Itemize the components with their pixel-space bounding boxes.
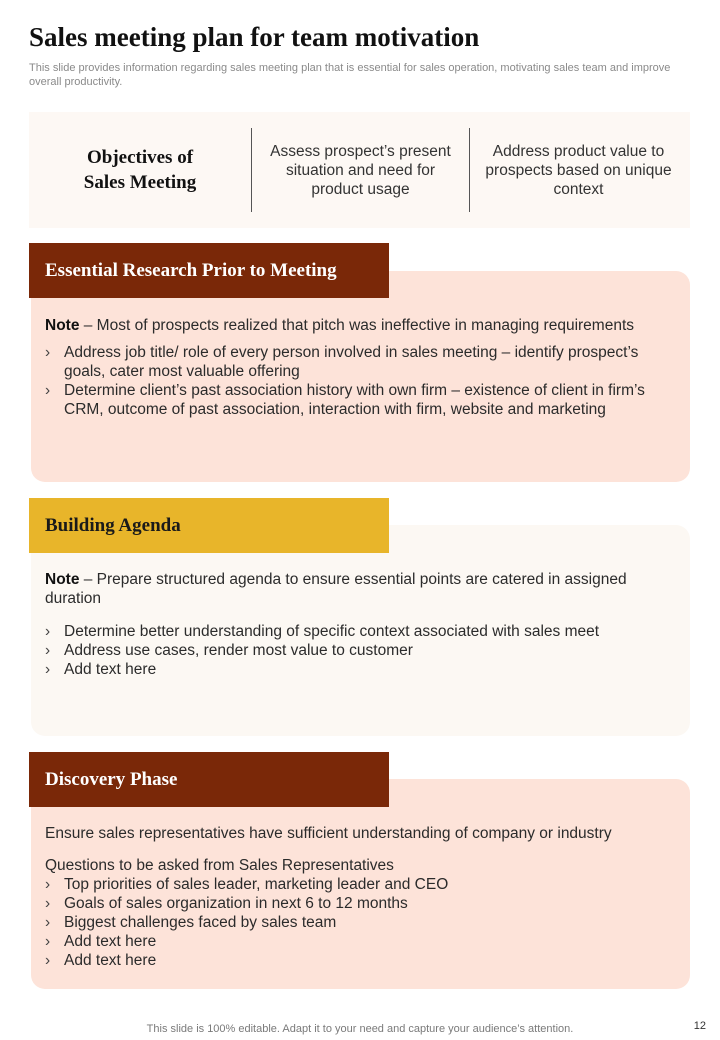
list-item <box>45 343 672 381</box>
chevron-right-icon: › <box>45 642 51 659</box>
list-item <box>45 641 672 660</box>
section-header-label: Building Agenda <box>45 514 181 536</box>
list-item-text: Add text here <box>64 661 157 678</box>
list-item-text: Determine client’s past association history with own firm – existence of client in firm’s CRM, outcome of past association, interaction with firm, website and marketing <box>64 382 645 418</box>
chevron-right-icon: › <box>45 933 51 950</box>
list-item <box>45 381 672 419</box>
note-label: Note <box>45 571 80 588</box>
list-item <box>45 894 672 913</box>
chevron-right-icon: › <box>45 382 51 399</box>
list-item <box>45 932 672 951</box>
note-text: – Prepare structured agenda to ensure essential points are catered in assigned duration <box>45 571 627 607</box>
list-item-text: Top priorities of sales leader, marketing leader and CEO <box>64 876 449 893</box>
chevron-right-icon: › <box>45 914 51 931</box>
section-header-research <box>29 243 389 298</box>
objectives-heading <box>29 145 251 195</box>
list-item <box>45 913 672 932</box>
list-item-text: Add text here <box>64 933 157 950</box>
section-note <box>45 570 672 608</box>
page-number: 12 <box>693 1020 706 1032</box>
objective-item: Address product value to prospects based on unique context <box>485 142 672 198</box>
chevron-right-icon: › <box>45 895 51 912</box>
list-item <box>45 951 672 970</box>
section-panel-agenda <box>31 525 690 736</box>
page-subtitle: This slide provides information regarding sales meeting plan that is essential for sales operation, motivating sales team and improve overall productivity. <box>29 62 671 88</box>
section-note <box>45 316 672 335</box>
section-header-discovery <box>29 752 389 807</box>
list-item-text: Address job title/ role of every person involved in sales meeting – identify prospect’s goals, cater most valuable offering <box>64 344 639 380</box>
section-header-label: Essential Research Prior to Meeting <box>45 259 337 281</box>
objective-item: Assess prospect’s present situation and need for product usage <box>270 142 451 198</box>
chevron-right-icon: › <box>45 344 51 361</box>
list-item <box>45 622 672 641</box>
chevron-right-icon: › <box>45 876 51 893</box>
list-item-text: Add text here <box>64 952 157 969</box>
section-header-agenda <box>29 498 389 553</box>
bullet-list <box>45 875 672 970</box>
list-item <box>45 875 672 894</box>
list-item-text: Biggest challenges faced by sales team <box>64 914 337 931</box>
section-panel-discovery <box>31 779 690 989</box>
chevron-right-icon: › <box>45 623 51 640</box>
list-item-text: Goals of sales organization in next 6 to 12 months <box>64 895 408 912</box>
chevron-right-icon: › <box>45 661 51 678</box>
list-item-text: Determine better understanding of specific context associated with sales meet <box>64 623 600 640</box>
questions-label: Questions to be asked from Sales Representatives <box>45 857 394 874</box>
objectives-heading-line1: Objectives of <box>86 147 194 168</box>
section-header-label: Discovery Phase <box>45 768 178 790</box>
footer-note: This slide is 100% editable. Adapt it to your need and capture your audience’s attention. <box>146 1023 574 1035</box>
page-title: Sales meeting plan for team motivation <box>29 22 480 52</box>
note-text: – Most of prospects realized that pitch was ineffective in managing requirements <box>79 317 635 334</box>
section-intro: Ensure sales representatives have sufficient understanding of company or industry <box>45 825 612 842</box>
section-panel-research <box>31 271 690 482</box>
objectives-band <box>29 112 690 228</box>
list-item <box>45 660 672 679</box>
chevron-right-icon: › <box>45 952 51 969</box>
bullet-list <box>45 622 672 679</box>
list-item-text: Address use cases, render most value to customer <box>64 642 413 659</box>
bullet-list <box>45 343 672 419</box>
note-label: Note <box>45 317 80 334</box>
objectives-heading-line2: Sales Meeting <box>83 172 197 193</box>
